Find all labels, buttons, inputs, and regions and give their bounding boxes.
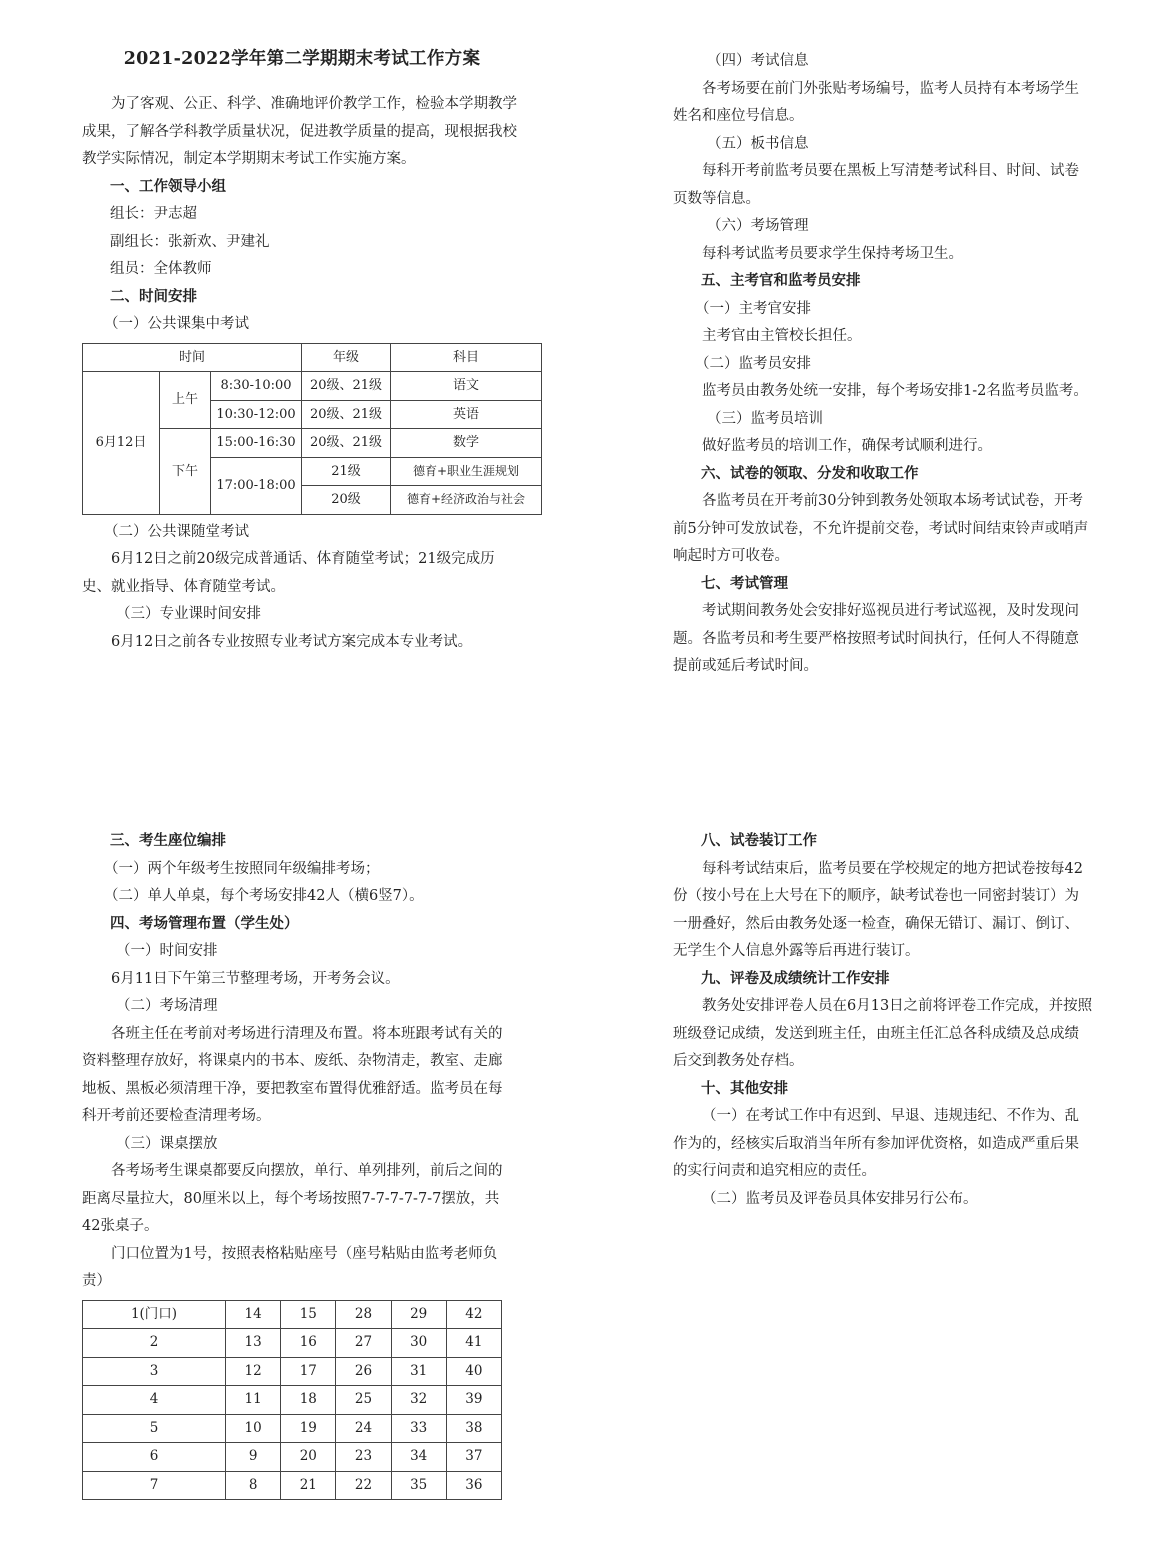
seat-cell: 39: [446, 1386, 501, 1415]
seat-cell: 13: [226, 1329, 281, 1358]
grade-cell: 20级、21级: [302, 429, 391, 458]
subject-cell: 数学: [391, 429, 542, 458]
section-3-heading: 三、考生座位编排: [110, 833, 226, 849]
subject-cell: 德育+经济政治与社会: [391, 486, 542, 515]
seat-cell: 42: [446, 1300, 501, 1329]
table-row: [83, 1414, 502, 1443]
section-6-text: 各监考员在开考前30分钟到教务处领取本场考试试卷，开考前5分钟可发放试卷，不允许提前交卷，考试时间结束铃声或哨声响起时方可收卷。: [673, 493, 1089, 564]
table-row: [83, 1386, 502, 1415]
seat-cell: 2: [83, 1329, 226, 1358]
room-management-text: 每科考试监考员要求学生保持考场卫生。: [702, 245, 963, 262]
seat-cell: 41: [446, 1329, 501, 1358]
seat-cell: 30: [391, 1329, 446, 1358]
time-cell: 10:30-12:00: [211, 400, 302, 429]
time-cell: 8:30-10:00: [211, 372, 302, 401]
seat-cell: 28: [336, 1300, 391, 1329]
intro-paragraph: 为了客观、公正、科学、准确地评价教学工作，检验本学期教学成果，了解各学科教学质量状况，促进教学质量的提高，现根据我校教学实际情况，制定本学期期末考试工作实施方案。: [82, 96, 517, 167]
seat-cell: 36: [446, 1471, 501, 1500]
page-top-left: [82, 45, 526, 656]
section-4-heading: 四、考场管理布置（学生处）: [110, 915, 299, 932]
grade-cell: 20级: [302, 486, 391, 515]
seat-cell: 35: [391, 1471, 446, 1500]
seat-cell: 38: [446, 1414, 501, 1443]
section-3-item1: （一）两个年级考生按照同年级编排考场；: [104, 860, 380, 877]
page-top-right: [673, 48, 1093, 681]
section-1-heading: 一、工作领导小组: [110, 178, 226, 195]
seat-cell: 11: [226, 1386, 281, 1415]
table-header-row: [83, 343, 542, 372]
seat-cell: 19: [281, 1414, 336, 1443]
section-10-heading: 十、其他安排: [701, 1080, 788, 1097]
seat-cell: 18: [281, 1386, 336, 1415]
section-5-heading: 五、主考官和监考员安排: [701, 273, 861, 289]
section-2-sub1: （一）公共课集中考试: [104, 316, 249, 332]
exam-schedule-table: [82, 343, 542, 515]
page-bottom-left: [82, 828, 512, 1500]
seat-cell: 17: [281, 1357, 336, 1386]
header-grade: 年级: [302, 343, 391, 372]
header-time: 时间: [83, 343, 302, 372]
section-9-heading: 九、评卷及成绩统计工作安排: [701, 970, 890, 987]
section-2-sub2: （二）公共课随堂考试: [104, 523, 249, 540]
section-7-text: 考试期间教务处会安排好巡视员进行考试巡视，及时发现问题。各监考员和考生要严格按照考试时间执行，任何人不得随意提前或延后考试时间。: [673, 603, 1079, 674]
board-info-heading: （五）板书信息: [707, 135, 809, 152]
seat-cell: 1(门口): [83, 1300, 226, 1329]
seat-cell: 3: [83, 1357, 226, 1386]
seat-cell: 40: [446, 1357, 501, 1386]
table-row: [83, 1300, 502, 1329]
deputy-line: 副组长：张新欢、尹建礼: [110, 233, 270, 250]
section-5-sub1: （一）主考官安排: [695, 300, 811, 317]
seat-cell: 29: [391, 1300, 446, 1329]
seat-cell: 7: [83, 1471, 226, 1500]
section-4-sub2-text: 各班主任在考前对考场进行清理及布置。将本班跟考试有关的资料整理存放好，将课桌内的书本、废纸、杂物清走，教室、走廊地板、黑板必须清理干净，要把教室布置得优雅舒适。监考员在每科开考前还要检查清理考场。: [82, 1025, 503, 1124]
table-row: [83, 1357, 502, 1386]
section-8-text: 每科考试结束后，监考员要在学校规定的地方把试卷按每42份（按小号在上大号在下的顺序，缺考试卷也一同密封装订）为一册叠好，然后由教务处逐一检查，确保无错订、漏订、倒订、无学生个人信息外露等后再进行装订。: [673, 860, 1083, 959]
seat-cell: 10: [226, 1414, 281, 1443]
seat-cell: 24: [336, 1414, 391, 1443]
table-row: [83, 1329, 502, 1358]
section-2-heading: 二、时间安排: [110, 288, 197, 305]
section-4-sub3-text2: 门口位置为1号，按照表格粘贴座号（座号粘贴由监考老师负责）: [82, 1245, 498, 1289]
seat-cell: 14: [226, 1300, 281, 1329]
section-4-sub1-text: 6月11日下午第三节整理考场，开考务会议。: [111, 970, 400, 987]
seat-cell: 12: [226, 1357, 281, 1386]
exam-info-text: 各考场要在前门外张贴考场编号，监考人员持有本考场学生姓名和座位号信息。: [673, 80, 1079, 124]
table-row: [83, 1443, 502, 1472]
seat-cell: 26: [336, 1357, 391, 1386]
section-6-heading: 六、试卷的领取、分发和收取工作: [701, 465, 919, 482]
section-5-sub1-text: 主考官由主管校长担任。: [702, 328, 862, 344]
seat-cell: 25: [336, 1386, 391, 1415]
time-cell: 15:00-16:30: [211, 429, 302, 458]
time-cell: 17:00-18:00: [211, 457, 302, 514]
seat-cell: 16: [281, 1329, 336, 1358]
seat-cell: 33: [391, 1414, 446, 1443]
grade-cell: 21级: [302, 457, 391, 486]
section-5-sub3: （三）监考员培训: [707, 410, 823, 427]
seat-cell: 32: [391, 1386, 446, 1415]
members-line: 组员：全体教师: [110, 261, 212, 277]
afternoon-cell: 下午: [160, 429, 211, 515]
room-management-heading: （六）考场管理: [707, 218, 809, 234]
seat-cell: 23: [336, 1443, 391, 1472]
section-9-text: 教务处安排评卷人员在6月13日之前将评卷工作完成，并按照班级登记成绩，发送到班主任，由班主任汇总各科成绩及总成绩后交到教务处存档。: [673, 998, 1093, 1069]
document-title: 2021-2022学年第二学期期末考试工作方案: [123, 49, 481, 69]
section-2-sub3: （三）专业课时间安排: [116, 606, 261, 622]
section-7-heading: 七、考试管理: [701, 575, 788, 592]
section-3-item2: （二）单人单桌，每个考场安排42人（横6竖7）。: [104, 888, 424, 904]
table-row: [83, 1471, 502, 1500]
seat-cell: 8: [226, 1471, 281, 1500]
section-10-item1: （一）在考试工作中有迟到、早退、违规违纪、不作为、乱作为的，经核实后取消当年所有参加评优资格，如造成严重后果的实行问责和追究相应的责任。: [673, 1108, 1079, 1179]
seat-cell: 22: [336, 1471, 391, 1500]
seat-cell: 20: [281, 1443, 336, 1472]
grade-cell: 20级、21级: [302, 400, 391, 429]
section-4-sub2: （二）考场清理: [116, 998, 218, 1014]
subject-cell: 德育+职业生涯规划: [391, 457, 542, 486]
date-cell: 6月12日: [83, 372, 160, 515]
seat-cell: 31: [391, 1357, 446, 1386]
section-5-sub2: （二）监考员安排: [695, 355, 811, 372]
seat-cell: 5: [83, 1414, 226, 1443]
seat-cell: 9: [226, 1443, 281, 1472]
seat-number-table: [82, 1300, 502, 1501]
section-10-item2: （二）监考员及评卷员具体安排另行公布。: [702, 1190, 978, 1207]
seat-cell: 21: [281, 1471, 336, 1500]
section-2-sub3-text: 6月12日之前各专业按照专业考试方案完成本专业考试。: [111, 633, 473, 650]
seat-cell: 37: [446, 1443, 501, 1472]
seat-cell: 15: [281, 1300, 336, 1329]
morning-cell: 上午: [160, 372, 211, 429]
leader-line: 组长：尹志超: [110, 206, 197, 222]
section-4-sub1: （一）时间安排: [116, 943, 218, 959]
section-4-sub3: （三）课桌摆放: [116, 1135, 218, 1152]
board-info-text: 每科开考前监考员要在黑板上写清楚考试科目、时间、试卷页数等信息。: [673, 163, 1079, 207]
subject-cell: 英语: [391, 400, 542, 429]
section-2-sub2-text: 6月12日之前20级完成普通话、体育随堂考试；21级完成历史、就业指导、体育随堂考试。: [82, 551, 495, 595]
seat-cell: 34: [391, 1443, 446, 1472]
subject-cell: 语文: [391, 372, 542, 401]
section-5-sub2-text: 监考员由教务处统一安排，每个考场安排1-2名监考员监考。: [702, 383, 1088, 399]
seat-cell: 4: [83, 1386, 226, 1415]
table-row: [83, 372, 542, 401]
page-bottom-right: [673, 828, 1093, 1213]
grade-cell: 20级、21级: [302, 372, 391, 401]
section-5-sub3-text: 做好监考员的培训工作，确保考试顺利进行。: [702, 438, 992, 454]
header-subject: 科目: [391, 343, 542, 372]
section-8-heading: 八、试卷装订工作: [701, 833, 817, 849]
seat-cell: 27: [336, 1329, 391, 1358]
section-4-sub3-text: 各考场考生课桌都要反向摆放，单行、单列排列，前后之间的距离尽量拉大，80厘米以上，每个考场按照7-7-7-7-7-7摆放，共42张桌子。: [82, 1163, 503, 1234]
exam-info-heading: （四）考试信息: [707, 53, 809, 69]
seat-cell: 6: [83, 1443, 226, 1472]
